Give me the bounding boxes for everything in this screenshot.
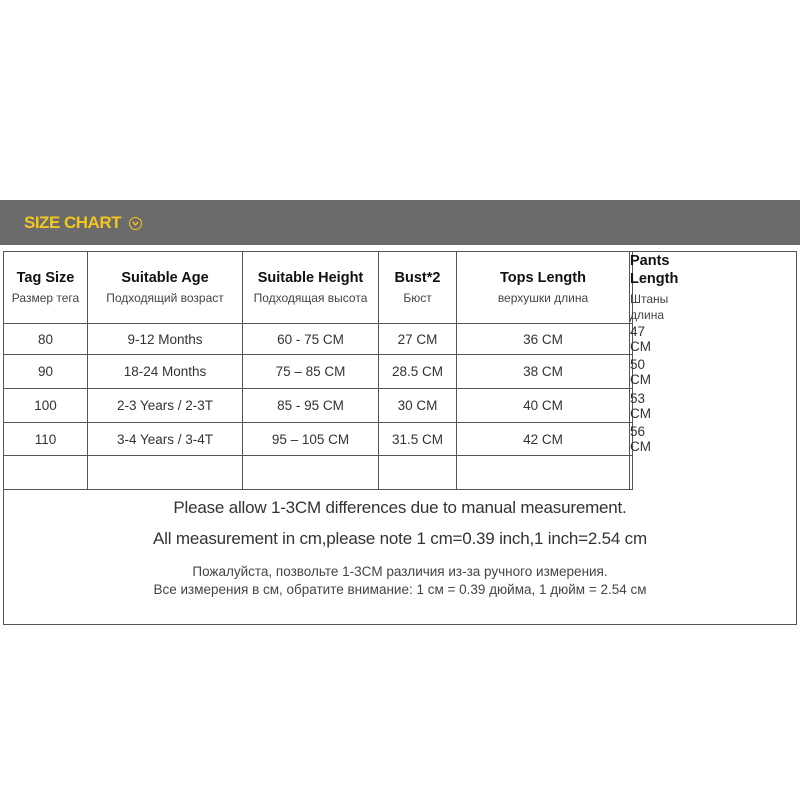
column-header-tops-length: Tops Length верхушки длина bbox=[457, 252, 630, 324]
table-row bbox=[4, 389, 633, 423]
cell-pants-length: 56 CM bbox=[630, 424, 651, 454]
table-row bbox=[4, 355, 633, 389]
cell-suitable-age: 9-12 Months bbox=[88, 324, 243, 355]
cell-pants-length: 50 CM bbox=[630, 356, 651, 387]
column-header-tag-size: Tag Size Размер тега bbox=[4, 252, 88, 324]
note-english-units: All measurement in cm,please note 1 cm=0.39 inch,1 inch=2.54 cm bbox=[153, 529, 647, 548]
cell-bust: 31.5 CM bbox=[379, 423, 457, 456]
cell-tops-length: 42 CM bbox=[457, 423, 630, 456]
column-header-suitable-height: Suitable Height Подходящая высота bbox=[243, 252, 379, 324]
column-header-bust: Bust*2 Бюст bbox=[379, 252, 457, 324]
cell-tag-size: 110 bbox=[4, 423, 88, 456]
cell-tops-length: 36 CM bbox=[457, 324, 630, 355]
cell-suitable-age: 2-3 Years / 2-3T bbox=[88, 389, 243, 423]
chevron-down-circle-icon bbox=[129, 217, 142, 230]
cell-suitable-height: 85 - 95 CM bbox=[243, 389, 379, 423]
measurement-notes bbox=[3, 470, 797, 625]
cell-tag-size: 80 bbox=[4, 324, 88, 355]
cell-tag-size: 100 bbox=[4, 389, 88, 423]
note-russian-units: Все измерения в см, обратите внимание: 1 см = 0.39 дюйма, 1 дюйм = 2.54 см bbox=[153, 582, 647, 597]
cell-suitable-age: 18-24 Months bbox=[88, 355, 243, 389]
size-chart-title: SIZE CHART bbox=[24, 212, 121, 232]
cell-tag-size: 90 bbox=[4, 355, 88, 389]
cell-pants-length: 53 CM bbox=[630, 390, 651, 421]
table-row bbox=[4, 324, 633, 355]
cell-bust: 28.5 CM bbox=[379, 355, 457, 389]
chevron-down-icon bbox=[132, 221, 139, 226]
cell-bust: 30 CM bbox=[379, 389, 457, 423]
column-header-suitable-age: Suitable Age Подходящий возраст bbox=[88, 252, 243, 324]
cell-tops-length: 40 CM bbox=[457, 389, 630, 423]
cell-tops-length: 38 CM bbox=[457, 355, 630, 389]
note-english-allowance: Please allow 1-3CM differences due to manual measurement. bbox=[173, 498, 627, 517]
cell-suitable-height: 75 – 85 CM bbox=[243, 355, 379, 389]
cell-suitable-height: 60 - 75 CM bbox=[243, 324, 379, 355]
table-header-row bbox=[4, 252, 633, 324]
cell-suitable-height: 95 – 105 CM bbox=[243, 423, 379, 456]
cell-pants-length: 47 CM bbox=[630, 324, 651, 354]
column-header-pants-length: Pants Length Штаны длина bbox=[630, 253, 679, 322]
cell-suitable-age: 3-4 Years / 3-4T bbox=[88, 423, 243, 456]
note-russian-allowance: Пожалуйста, позвольте 1-3CM различия из-за ручного измерения. bbox=[192, 564, 608, 579]
cell-bust: 27 CM bbox=[379, 324, 457, 355]
size-table bbox=[3, 251, 679, 490]
table-row bbox=[4, 423, 633, 456]
size-chart-header bbox=[0, 200, 800, 245]
